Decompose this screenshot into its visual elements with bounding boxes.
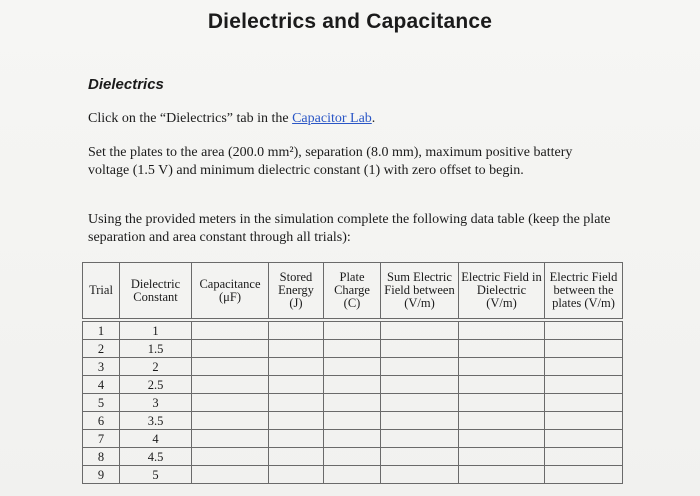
dielectric-constant-cell: 1.5 — [120, 340, 192, 358]
table-row — [83, 412, 623, 430]
trial-cell: 5 — [83, 394, 120, 412]
blank-entry-cell[interactable] — [269, 394, 324, 412]
blank-entry-cell[interactable] — [324, 430, 381, 448]
header-capacitance: Capacitance (μF) — [192, 263, 269, 319]
blank-entry-cell[interactable] — [269, 358, 324, 376]
blank-entry-cell[interactable] — [324, 376, 381, 394]
dielectric-constant-cell: 5 — [120, 466, 192, 484]
blank-entry-cell[interactable] — [269, 322, 324, 340]
blank-entry-cell[interactable] — [381, 358, 459, 376]
blank-entry-cell[interactable] — [381, 322, 459, 340]
blank-entry-cell[interactable] — [192, 448, 269, 466]
blank-entry-cell[interactable] — [192, 358, 269, 376]
blank-entry-cell[interactable] — [459, 412, 545, 430]
dielectric-constant-cell: 3 — [120, 394, 192, 412]
instruction-tab-text: Click on the “Dielectrics” tab in the — [88, 111, 293, 126]
blank-entry-cell[interactable] — [459, 430, 545, 448]
blank-entry-cell[interactable] — [192, 322, 269, 340]
blank-entry-cell[interactable] — [545, 466, 623, 484]
section-heading: Dielectrics — [88, 76, 164, 93]
blank-entry-cell[interactable] — [269, 448, 324, 466]
table-row — [83, 466, 623, 484]
table-row — [83, 394, 623, 412]
blank-entry-cell[interactable] — [192, 412, 269, 430]
header-field-in-dielectric: Electric Field in Dielectric (V/m) — [459, 263, 545, 319]
blank-entry-cell[interactable] — [324, 394, 381, 412]
trial-cell: 4 — [83, 376, 120, 394]
blank-entry-cell[interactable] — [545, 394, 623, 412]
table-row — [83, 430, 623, 448]
blank-entry-cell[interactable] — [459, 448, 545, 466]
blank-entry-cell[interactable] — [459, 340, 545, 358]
trial-cell: 9 — [83, 466, 120, 484]
blank-entry-cell[interactable] — [269, 466, 324, 484]
instruction-tab — [88, 110, 608, 128]
blank-entry-cell[interactable] — [269, 340, 324, 358]
trial-cell: 3 — [83, 358, 120, 376]
blank-entry-cell[interactable] — [269, 376, 324, 394]
dielectric-constant-cell: 2.5 — [120, 376, 192, 394]
page-title: Dielectrics and Capacitance — [207, 10, 493, 33]
header-dielectric-constant: Dielectric Constant — [120, 263, 192, 319]
blank-entry-cell[interactable] — [381, 376, 459, 394]
header-plate-charge: Plate Charge (C) — [324, 263, 381, 319]
blank-entry-cell[interactable] — [324, 412, 381, 430]
blank-entry-cell[interactable] — [381, 466, 459, 484]
blank-entry-cell[interactable] — [324, 448, 381, 466]
data-table — [82, 262, 623, 484]
trial-cell: 2 — [83, 340, 120, 358]
dielectric-constant-cell: 4.5 — [120, 448, 192, 466]
blank-entry-cell[interactable] — [381, 394, 459, 412]
dielectric-constant-cell: 2 — [120, 358, 192, 376]
trial-cell: 8 — [83, 448, 120, 466]
data-table-body — [83, 322, 623, 484]
instruction-setup: Set the plates to the area (200.0 mm²), separation (8.0 mm), maximum positive battery voltage (1.5 V) and minimum dielectric constant (1) with zero offset to begin. — [88, 145, 573, 178]
blank-entry-cell[interactable] — [324, 358, 381, 376]
blank-entry-cell[interactable] — [381, 412, 459, 430]
blank-entry-cell[interactable] — [545, 358, 623, 376]
header-trial: Trial — [83, 263, 120, 319]
blank-entry-cell[interactable] — [459, 466, 545, 484]
dielectric-constant-cell: 4 — [120, 430, 192, 448]
blank-entry-cell[interactable] — [381, 448, 459, 466]
table-row — [83, 358, 623, 376]
table-row — [83, 322, 623, 340]
blank-entry-cell[interactable] — [381, 430, 459, 448]
header-field-between-plates: Electric Field between the plates (V/m) — [545, 263, 623, 319]
blank-entry-cell[interactable] — [459, 322, 545, 340]
blank-entry-cell[interactable] — [324, 322, 381, 340]
blank-entry-cell[interactable] — [269, 412, 324, 430]
blank-entry-cell[interactable] — [545, 340, 623, 358]
blank-entry-cell[interactable] — [192, 430, 269, 448]
blank-entry-cell[interactable] — [192, 376, 269, 394]
trial-cell: 1 — [83, 322, 120, 340]
blank-entry-cell[interactable] — [269, 430, 324, 448]
blank-entry-cell[interactable] — [192, 340, 269, 358]
blank-entry-cell[interactable] — [192, 394, 269, 412]
dielectric-constant-cell: 3.5 — [120, 412, 192, 430]
blank-entry-cell[interactable] — [545, 412, 623, 430]
instruction-tab-end: . — [371, 111, 376, 126]
blank-entry-cell[interactable] — [459, 394, 545, 412]
blank-entry-cell[interactable] — [381, 340, 459, 358]
blank-entry-cell[interactable] — [324, 466, 381, 484]
header-sum-electric-field: Sum Electric Field between (V/m) — [381, 263, 459, 319]
blank-entry-cell[interactable] — [545, 430, 623, 448]
blank-entry-cell[interactable] — [545, 448, 623, 466]
table-row — [83, 448, 623, 466]
trial-cell: 6 — [83, 412, 120, 430]
blank-entry-cell[interactable] — [324, 340, 381, 358]
blank-entry-cell[interactable] — [459, 376, 545, 394]
blank-entry-cell[interactable] — [459, 358, 545, 376]
table-row — [83, 340, 623, 358]
blank-entry-cell[interactable] — [192, 466, 269, 484]
dielectric-constant-cell: 1 — [120, 322, 192, 340]
instruction-table: Using the provided meters in the simulation complete the following data table (keep the plate separation and area constant through all trials): — [88, 212, 611, 245]
blank-entry-cell[interactable] — [545, 322, 623, 340]
table-row — [83, 376, 623, 394]
capacitor-lab-link[interactable]: Capacitor Lab — [292, 111, 372, 126]
blank-entry-cell[interactable] — [545, 376, 623, 394]
header-stored-energy: Stored Energy (J) — [269, 263, 324, 319]
trial-cell: 7 — [83, 430, 120, 448]
